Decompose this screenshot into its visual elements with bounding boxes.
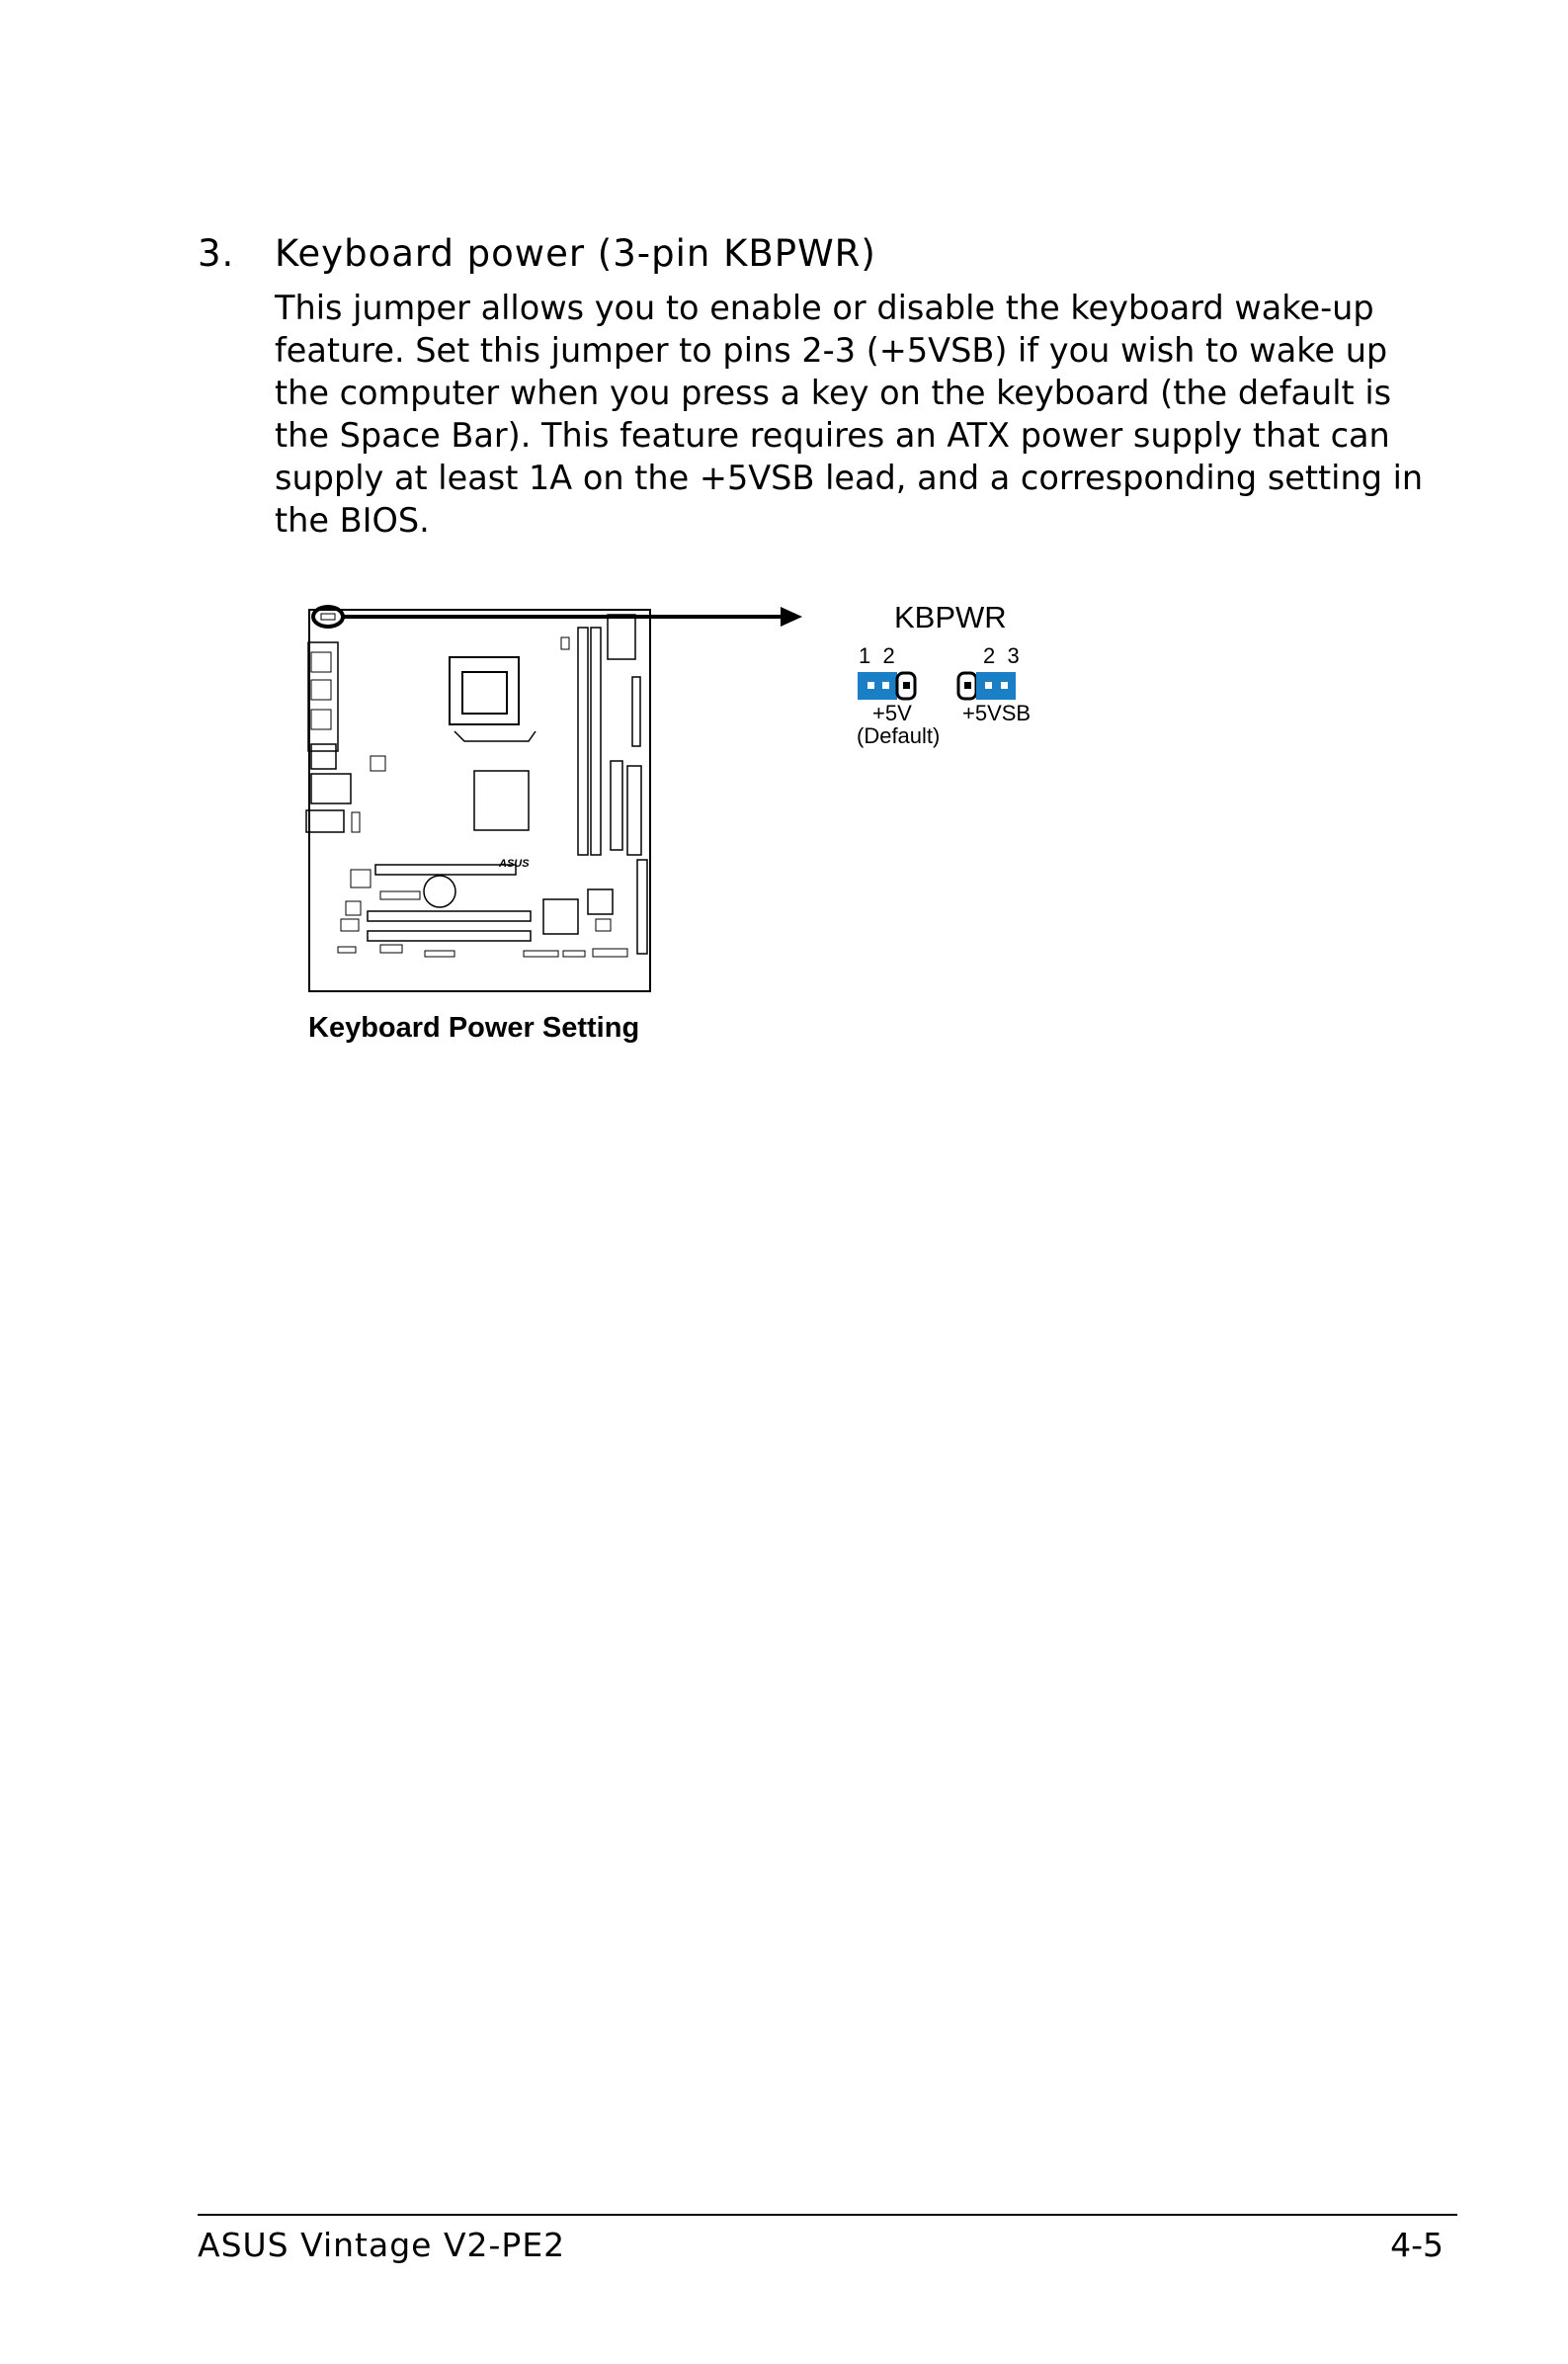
pointer-arrow-head (781, 607, 802, 627)
jumper-cap (858, 672, 897, 700)
section-title: Keyboard power (3-pin KBPWR) (275, 232, 876, 275)
paragraph-line: the BIOS. (275, 501, 430, 540)
jumper-right-setting (958, 672, 1016, 700)
paragraph-line: supply at least 1A on the +5VSB lead, and a corresponding setting in (275, 459, 1424, 497)
paragraph-line: This jumper allows you to enable or disable the keyboard wake-up (275, 289, 1374, 327)
board-logo: ASUS (499, 858, 530, 870)
left-pin-numbers: 1 2 (859, 643, 895, 668)
jumper-left-setting (858, 672, 915, 700)
figure-caption: Keyboard Power Setting (308, 1012, 640, 1044)
section-number: 3. (198, 232, 235, 275)
footer-divider (198, 2214, 1457, 2216)
left-setting-sublabel: (Default) (857, 723, 941, 748)
kbpwr-header-icon (321, 614, 335, 620)
jumper-cap (976, 672, 1016, 700)
right-pin-numbers: 2 3 (983, 643, 1020, 668)
footer-page-number: 4-5 (1390, 2226, 1444, 2264)
footer-product-name: ASUS Vintage V2-PE2 (198, 2226, 566, 2264)
kbpwr-figure (296, 593, 1107, 1057)
paragraph-line: feature. Set this jumper to pins 2-3 (+5VSB) if you wish to wake up (275, 331, 1388, 370)
left-setting-label: +5V (872, 701, 912, 725)
paragraph-line: the Space Bar). This feature requires an ATX power supply that can (275, 416, 1390, 455)
right-setting-label: +5VSB (962, 701, 1032, 725)
jumper-name: KBPWR (894, 600, 1007, 634)
body-paragraph (275, 287, 1424, 542)
paragraph-line: the computer when you press a key on the keyboard (the default is (275, 374, 1392, 412)
motherboard-diagram (306, 610, 650, 991)
